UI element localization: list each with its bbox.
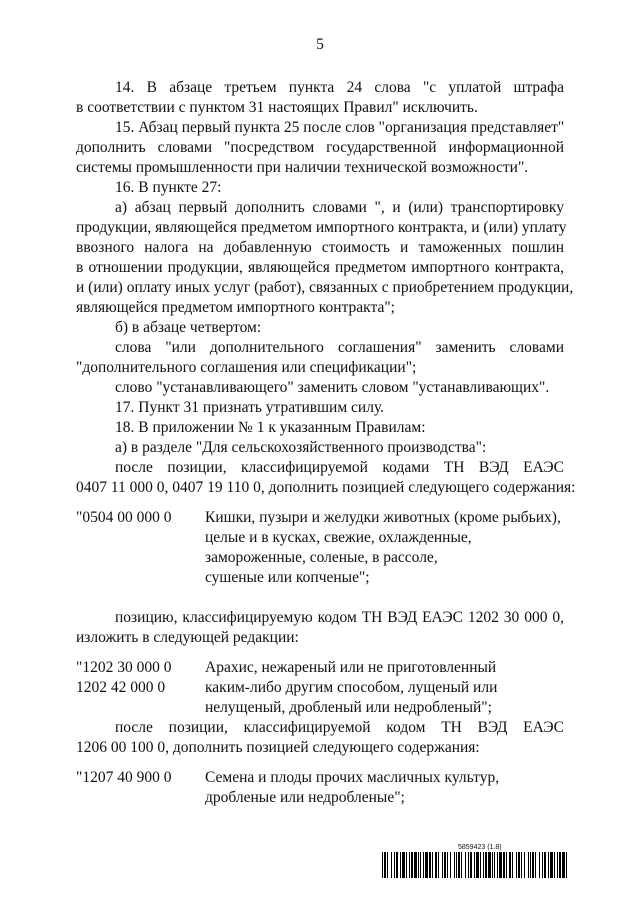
- entry-description-line: сушеные или копченые";: [205, 569, 370, 586]
- text-line: после позиции, классифицируемой кодом ТН ВЭД ЕАЭС: [115, 719, 564, 736]
- text-line: 0407 11 000 0, 0407 19 110 0, дополнить позицией следующего содержания:: [76, 479, 576, 496]
- text-line: дополнить словами "посредством государственной информационной: [76, 139, 564, 156]
- entry-description-line: Кишки, пузыри и желудки животных (кроме рыбьих),: [205, 509, 561, 526]
- barcode-icon: [382, 852, 568, 878]
- text-line: "дополнительного соглашения или спецификации";: [76, 359, 417, 376]
- text-line: в отношении продукции, являющейся предметом импортного контракта,: [76, 259, 564, 276]
- entry-description-line: каким-либо другим способом, лущеный или: [205, 679, 498, 696]
- text-line: б) в абзаце четвертом:: [115, 319, 262, 336]
- text-line: системы промышленности при наличии технической возможности".: [76, 159, 529, 176]
- entry-description-line: нелущеный, дробленый или недробленый";: [205, 699, 492, 716]
- tariff-code: 1202 42 000 0: [76, 679, 166, 696]
- text-line: 14. В абзаце третьем пункта 24 слова "с уплатой штрафа: [115, 79, 564, 96]
- text-line: 1206 00 100 0, дополнить позицией следующего содержания:: [76, 739, 480, 756]
- text-line: и (или) оплату иных услуг (работ), связанных с приобретением продукции,: [76, 279, 574, 296]
- text-line: являющейся предметом импортного контракта";: [76, 299, 395, 316]
- text-line: слово "устанавливающего" заменить словом "устанавливающих".: [115, 379, 550, 396]
- tariff-code: "1207 40 900 0: [76, 769, 172, 786]
- text-line: 18. В приложении № 1 к указанным Правилам:: [115, 419, 426, 436]
- text-line: в соответствии с пунктом 31 настоящих Правил" исключить.: [76, 99, 478, 116]
- entry-description-line: дробленые или недробленые";: [205, 789, 405, 806]
- text-line: ввозного налога на добавленную стоимость и таможенных пошлин: [76, 239, 564, 256]
- barcode-number: 5859423 (1.8): [458, 844, 502, 851]
- text-line: продукции, являющейся предметом импортного контракта, и (или) уплату: [76, 219, 567, 236]
- entry-description-line: Семена и плоды прочих масличных культур,: [205, 769, 500, 786]
- text-line: позицию, классифицируемую кодом ТН ВЭД ЕАЭС 1202 30 000 0,: [115, 609, 564, 626]
- entry-description-line: целые и в кусках, свежие, охлажденные,: [205, 529, 472, 546]
- tariff-code: "1202 30 000 0: [76, 659, 172, 676]
- text-line: изложить в следующей редакции:: [76, 629, 299, 646]
- entry-description-line: Арахис, нежареный или не приготовленный: [205, 659, 497, 676]
- text-line: 15. Абзац первый пункта 25 после слов "организация представляет": [115, 119, 565, 136]
- text-line: 17. Пункт 31 признать утратившим силу.: [115, 399, 385, 416]
- page-number: 5: [316, 36, 324, 53]
- text-line: 16. В пункте 27:: [115, 179, 222, 196]
- text-line: а) в разделе "Для сельскохозяйственного производства":: [115, 439, 487, 456]
- text-line: слова "или дополнительного соглашения" заменить словами: [115, 339, 564, 356]
- text-line: а) абзац первый дополнить словами ", и (или) транспортировку: [115, 199, 564, 216]
- entry-description-line: замороженные, соленые, в рассоле,: [205, 549, 438, 566]
- text-line: после позиции, классифицируемой кодами ТН ВЭД ЕАЭС: [115, 459, 564, 476]
- tariff-code: "0504 00 000 0: [76, 509, 172, 526]
